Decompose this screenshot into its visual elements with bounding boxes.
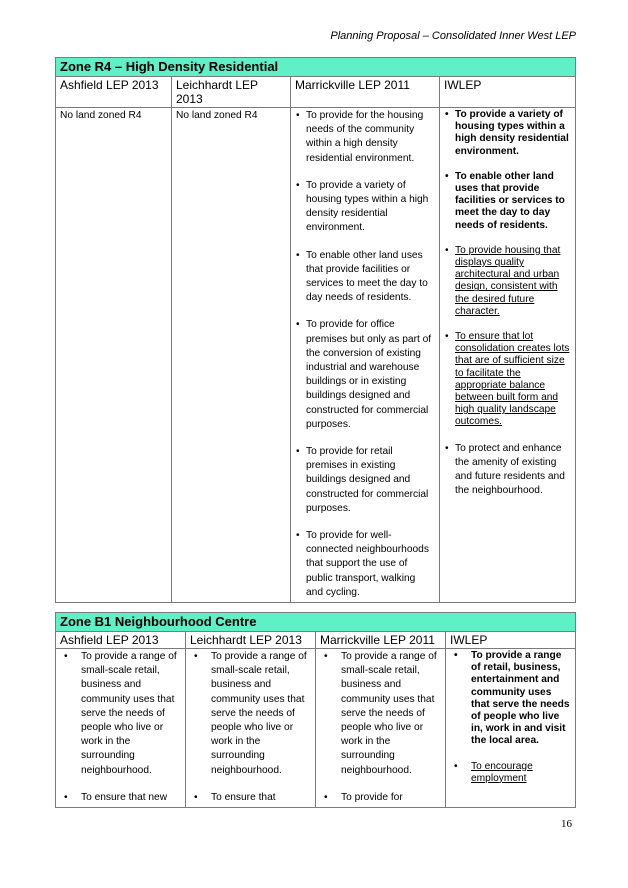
column-header-leichhardt: Leichhardt LEP 2013 — [186, 632, 316, 649]
r4-iwlep-cell — [440, 108, 576, 603]
objective-item: • To provide a range of small-scale retail, business and community uses that serve the needs of people who live or work in the surrounding neighbourhood. — [60, 650, 181, 778]
column-header-marrickville: Marrickville LEP 2011 — [316, 632, 446, 649]
objective-item: • To provide for — [320, 791, 441, 805]
r4-marrickville-cell — [291, 108, 440, 603]
objective-item: • To provide a variety of housing types within a high density residential environment. — [444, 109, 571, 158]
objective-item: • To provide for office premises but only as part of the conversion of existing industrial and warehouse buildings or in existing buildings designed and constructed for commercial purposes. — [295, 318, 435, 432]
objective-item: • To protect and enhance the amenity of existing and future residents and the neighbourhood. — [444, 442, 571, 499]
zone-b1-table — [55, 612, 576, 808]
objective-item: • To enable other land uses that provide facilities or services to meet the day to day needs of residents. — [295, 249, 435, 306]
column-header-ashfield: Ashfield LEP 2013 — [56, 77, 172, 108]
objective-item: • To provide a range of retail, business, entertainment and community uses that serve the needs of people who live in, work in and visit the local area. — [450, 650, 571, 748]
column-header-marrickville: Marrickville LEP 2011 — [291, 77, 440, 108]
zone-r4-table — [55, 57, 576, 603]
column-header-ashfield: Ashfield LEP 2013 — [56, 632, 186, 649]
column-header-iwlep: IWLEP — [446, 632, 576, 649]
document-header: Planning Proposal – Consolidated Inner West LEP — [330, 30, 576, 42]
objective-item: • To ensure that — [190, 791, 311, 805]
objective-item: • To ensure that lot consolidation creates lots that are of sufficient size to facilitate the appropriate balance between built form and high quality landscape outcomes. — [444, 331, 571, 429]
b1-marrickville-cell — [316, 649, 446, 808]
page-number: 16 — [561, 818, 572, 830]
column-header-iwlep: IWLEP — [440, 77, 576, 108]
b1-ashfield-cell — [56, 649, 186, 808]
objective-item: • To provide housing that displays quality architectural and urban design, consistent with the desired future character. — [444, 245, 571, 318]
objective-item: • To provide a range of small-scale retail, business and community uses that serve the needs of people who live or work in the surrounding neighbourhood. — [190, 650, 311, 778]
zone-r4-title: Zone R4 – High Density Residential — [56, 58, 576, 77]
b1-iwlep-cell — [446, 649, 576, 808]
objective-item: • To provide for retail premises in existing buildings designed and constructed for commercial purposes. — [295, 445, 435, 516]
r4-ashfield-cell: No land zoned R4 — [56, 108, 172, 603]
objective-item: • To provide for well-connected neighbourhoods that support the use of public transport, walking and cycling. — [295, 529, 435, 600]
objective-item: • To provide for the housing needs of the community within a high density residential environment. — [295, 109, 435, 166]
b1-leichhardt-cell — [186, 649, 316, 808]
objective-item: • To ensure that new — [60, 791, 181, 805]
objective-item: • To enable other land uses that provide facilities or services to meet the day to day needs of residents. — [444, 171, 571, 232]
zone-b1-title: Zone B1 Neighbourhood Centre — [56, 613, 576, 632]
column-header-leichhardt: Leichhardt LEP 2013 — [172, 77, 291, 108]
objective-item: • To encourage employment — [450, 761, 571, 785]
r4-leichhardt-cell: No land zoned R4 — [172, 108, 291, 603]
objective-item: • To provide a range of small-scale retail, business and community uses that serve the needs of people who live or work in the surrounding neighbourhood. — [320, 650, 441, 778]
objective-item: • To provide a variety of housing types within a high density residential environment. — [295, 179, 435, 236]
